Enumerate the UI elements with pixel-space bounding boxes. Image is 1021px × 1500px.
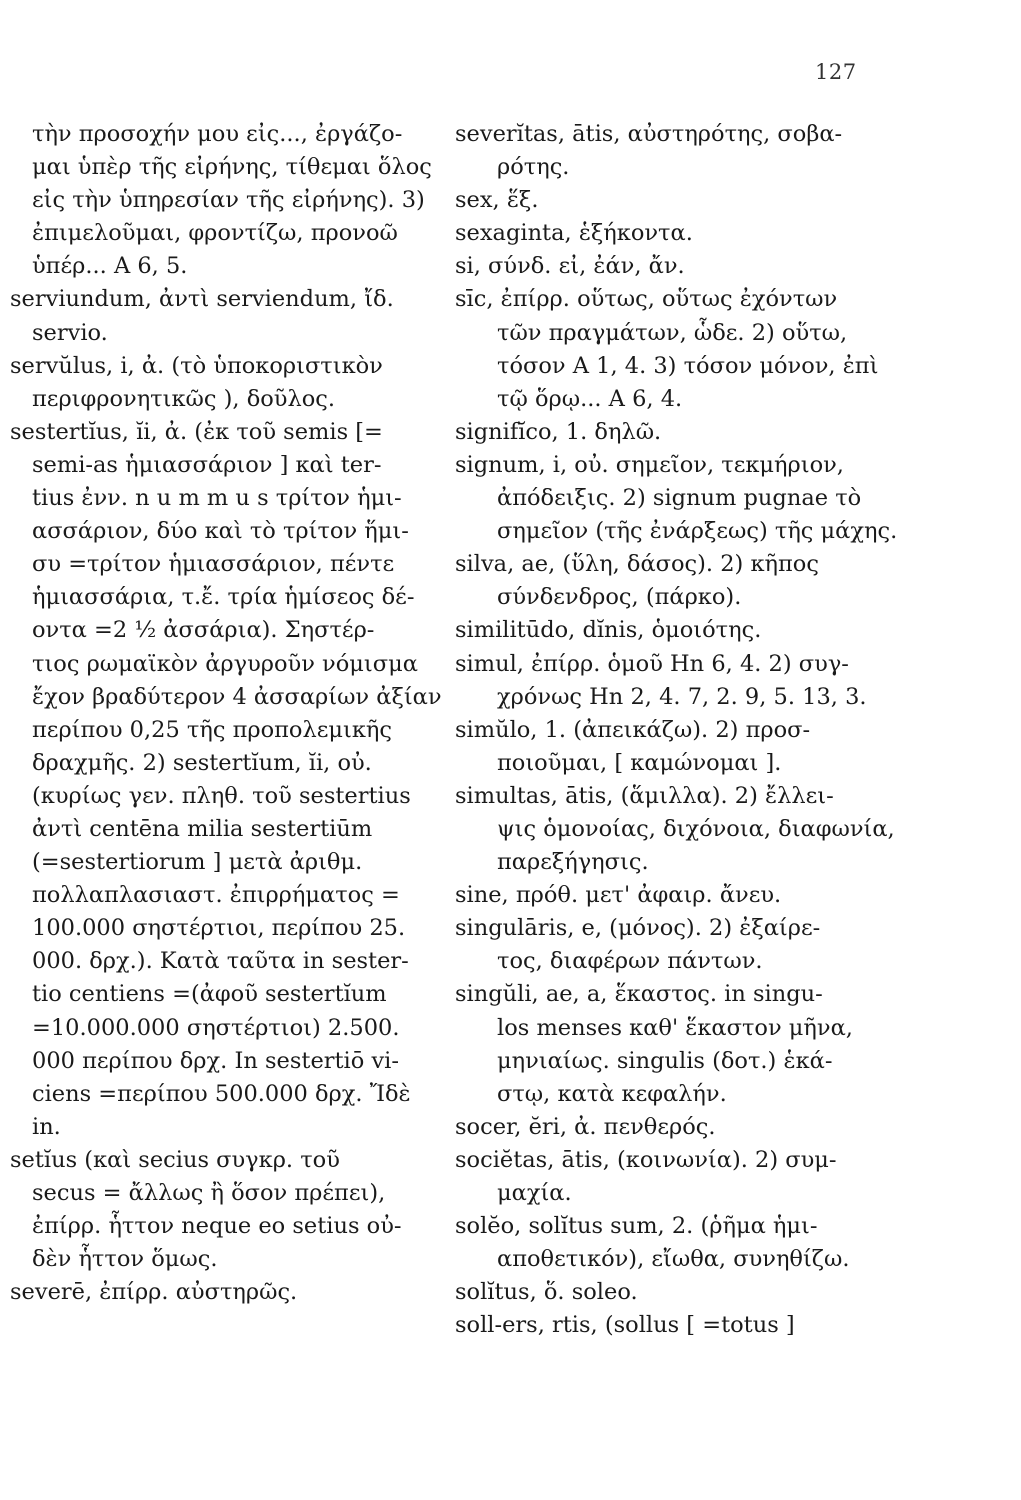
dictionary-line: solĭtus, ὅ. soleo. bbox=[455, 1279, 638, 1306]
dictionary-line: δραχμῆς. 2) sestertĭum, ĭi, οὐ. bbox=[32, 749, 372, 776]
dictionary-line: σύνδενδρος, (πάρκο). bbox=[497, 584, 742, 611]
dictionary-line: serviundum, ἀντὶ serviendum, ἴδ. bbox=[10, 286, 394, 313]
dictionary-line: tio centiens =(ἀφοῦ sestertĭum bbox=[32, 981, 387, 1008]
page-number: 127 bbox=[815, 60, 857, 84]
dictionary-line: sociĕtas, ātis, (κοινωνία). 2) συμ- bbox=[455, 1146, 837, 1173]
dictionary-line: παρεξήγησις. bbox=[497, 849, 649, 876]
dictionary-line: τος, διαφέρων πάντων. bbox=[497, 948, 763, 975]
dictionary-line: solĕo, solĭtus sum, 2. (ῥῆμα ἡμι- bbox=[455, 1213, 818, 1240]
dictionary-line: μαχία. bbox=[497, 1180, 572, 1206]
dictionary-line: ἡμιασσάρια, τ.ἔ. τρία ἡμίσεος δέ- bbox=[32, 584, 415, 611]
dictionary-line: ἐπίρρ. ἧττον neque eo setius οὐ- bbox=[32, 1213, 402, 1240]
dictionary-line: τὴν προσοχήν μου εἰς..., ἐργάζο- bbox=[32, 121, 403, 147]
dictionary-line: sex, ἕξ. bbox=[455, 187, 539, 214]
dictionary-line: 000 περίπου δρχ. In sestertiō vi- bbox=[32, 1047, 399, 1074]
dictionary-line: ρότης. bbox=[497, 154, 570, 181]
dictionary-line: αποθετικόν), εἴωθα, συνηθίζω. bbox=[497, 1246, 850, 1273]
dictionary-line: ἀπόδειξις. 2) signum pugnae τὸ bbox=[497, 485, 862, 512]
dictionary-line: 100.000 σηστέρτιοι, περίπου 25. bbox=[32, 915, 406, 942]
dictionary-line: simultas, ātis, (ἅμιλλα). 2) ἔλλει- bbox=[455, 782, 834, 809]
dictionary-line: εἰς τὴν ὑπηρεσίαν τῆς εἰρήνης). 3) bbox=[32, 187, 425, 214]
dictionary-line: τῷ ὅρῳ... A 6, 4. bbox=[497, 385, 683, 412]
dictionary-line: servŭlus, i, ἀ. (τὸ ὑποκοριστικὸν bbox=[10, 352, 383, 379]
dictionary-line: ἀντὶ centēna milia sestertiūm bbox=[32, 815, 373, 842]
dictionary-line: sine, πρόθ. μετ' ἀφαιρ. ἄνευ. bbox=[455, 882, 782, 909]
dictionary-line: si, σύνδ. εἰ, ἐάν, ἄν. bbox=[455, 253, 685, 280]
dictionary-line: severĭtas, ātis, αὐστηρότης, σοβα- bbox=[455, 121, 843, 147]
dictionary-line: setĭus (καὶ secius συγκρ. τοῦ bbox=[10, 1146, 340, 1173]
dictionary-line: τῶν πραγμάτων, ὧδε. 2) οὕτω, bbox=[497, 319, 848, 346]
dictionary-line: soll-ers, rtis, (sollus [ =totus ] bbox=[455, 1312, 795, 1339]
dictionary-line: χρόνως Hn 2, 4. 7, 2. 9, 5. 13, 3. bbox=[497, 683, 867, 710]
dictionary-line: δὲν ἧττον ὅμως. bbox=[32, 1246, 218, 1273]
dictionary-line: ἐπιμελοῦμαι, φροντίζω, προνοῶ bbox=[32, 220, 398, 247]
dictionary-line: singŭli, ae, a, ἕκαστος. in singu- bbox=[455, 981, 823, 1008]
dictionary-line: τόσον A 1, 4. 3) τόσον μόνον, ἐπὶ bbox=[497, 352, 879, 379]
dictionary-line: tius ἐνν. n u m m u s τρίτον ἡμι- bbox=[32, 485, 402, 512]
left-column bbox=[10, 118, 455, 1309]
dictionary-line: τιος ρωμαϊκὸν ἀργυροῦν νόμισμα bbox=[32, 650, 418, 677]
dictionary-line: servio. bbox=[32, 319, 108, 346]
dictionary-line: signifĭco, 1. δηλῶ. bbox=[455, 418, 662, 445]
dictionary-line: ὑπέρ... A 6, 5. bbox=[32, 253, 188, 280]
dictionary-line: sexaginta, ἑξήκοντα. bbox=[455, 220, 693, 247]
dictionary-line: ψις ὁμονοίας, διχόνοια, διαφωνία, bbox=[497, 815, 895, 842]
dictionary-line: los menses καθ' ἕκαστον μῆνα, bbox=[497, 1014, 853, 1041]
dictionary-line: silva, ae, (ὕλη, δάσος). 2) κῆπος bbox=[455, 551, 819, 578]
dictionary-line: ἔχον βραδύτερον 4 ἀσσαρίων ἀξίαν bbox=[32, 683, 442, 710]
dictionary-line: (κυρίως γεν. πληθ. τοῦ sestertius bbox=[32, 782, 411, 809]
dictionary-line: ποιοῦμαι, [ καμώνομαι ]. bbox=[497, 749, 782, 776]
dictionary-line: στῳ, κατὰ κεφαλήν. bbox=[497, 1080, 727, 1107]
dictionary-line: severē, ἐπίρρ. αὐστηρῶς. bbox=[10, 1279, 298, 1306]
dictionary-line: οντα =2 ½ ἀσσάρια). Σηστέρ- bbox=[32, 617, 375, 644]
dictionary-line: πολλαπλασιαστ. ἐπιρρήματος = bbox=[32, 882, 400, 909]
dictionary-line: (=sestertiorum ] μετὰ ἀριθμ. bbox=[32, 849, 363, 876]
dictionary-line: similitūdo, dĭnis, ὁμοιότης. bbox=[455, 617, 762, 644]
dictionary-line: =10.000.000 σηστέρτιοι) 2.500. bbox=[32, 1014, 400, 1041]
dictionary-line: μηνιαίως. singulis (δοτ.) ἑκά- bbox=[497, 1047, 833, 1074]
dictionary-line: περίπου 0,25 τῆς προπολεμικῆς bbox=[32, 716, 392, 743]
dictionary-line: simŭlo, 1. (ἀπεικάζω). 2) προσ- bbox=[455, 716, 811, 743]
right-column bbox=[455, 118, 898, 1342]
dictionary-line: sestertĭus, ĭi, ἀ. (ἐκ τοῦ semis [= bbox=[10, 418, 383, 445]
dictionary-line: ciens =περίπου 500.000 δρχ. Ἴδὲ bbox=[32, 1080, 411, 1107]
dictionary-line: ασσάριον, δύο καὶ τὸ τρίτον ἥμι- bbox=[32, 518, 409, 545]
dictionary-line: sīc, ἐπίρρ. οὕτως, οὕτως ἐχόντων bbox=[455, 286, 838, 313]
dictionary-line: secus = ἄλλως ἢ ὅσον πρέπει), bbox=[32, 1180, 386, 1206]
dictionary-line: signum, i, οὐ. σημεῖον, τεκμήριον, bbox=[455, 451, 844, 478]
dictionary-line: socer, ĕri, ἀ. πενθερός. bbox=[455, 1113, 716, 1140]
dictionary-line: 000. δρχ.). Κατὰ ταῦτα in sester- bbox=[32, 948, 409, 975]
dictionary-line: in. bbox=[32, 1113, 61, 1140]
dictionary-line: simul, ἐπίρρ. ὁμοῦ Hn 6, 4. 2) συγ- bbox=[455, 650, 849, 677]
dictionary-line: συ =τρίτον ἡμιασσάριον, πέντε bbox=[32, 551, 395, 578]
dictionary-line: σημεῖον (τῆς ἐνάρξεως) τῆς μάχης. bbox=[497, 518, 898, 545]
dictionary-line: semi-as ἡμιασσάριον ] καὶ ter- bbox=[32, 451, 382, 478]
dictionary-line: singulāris, e, (μόνος). 2) ἐξαίρε- bbox=[455, 915, 821, 942]
dictionary-line: μαι ὑπὲρ τῆς εἰρήνης, τίθεμαι ὅλος bbox=[32, 154, 432, 181]
dictionary-line: περιφρονητικῶς ), δοῦλος. bbox=[32, 385, 336, 412]
